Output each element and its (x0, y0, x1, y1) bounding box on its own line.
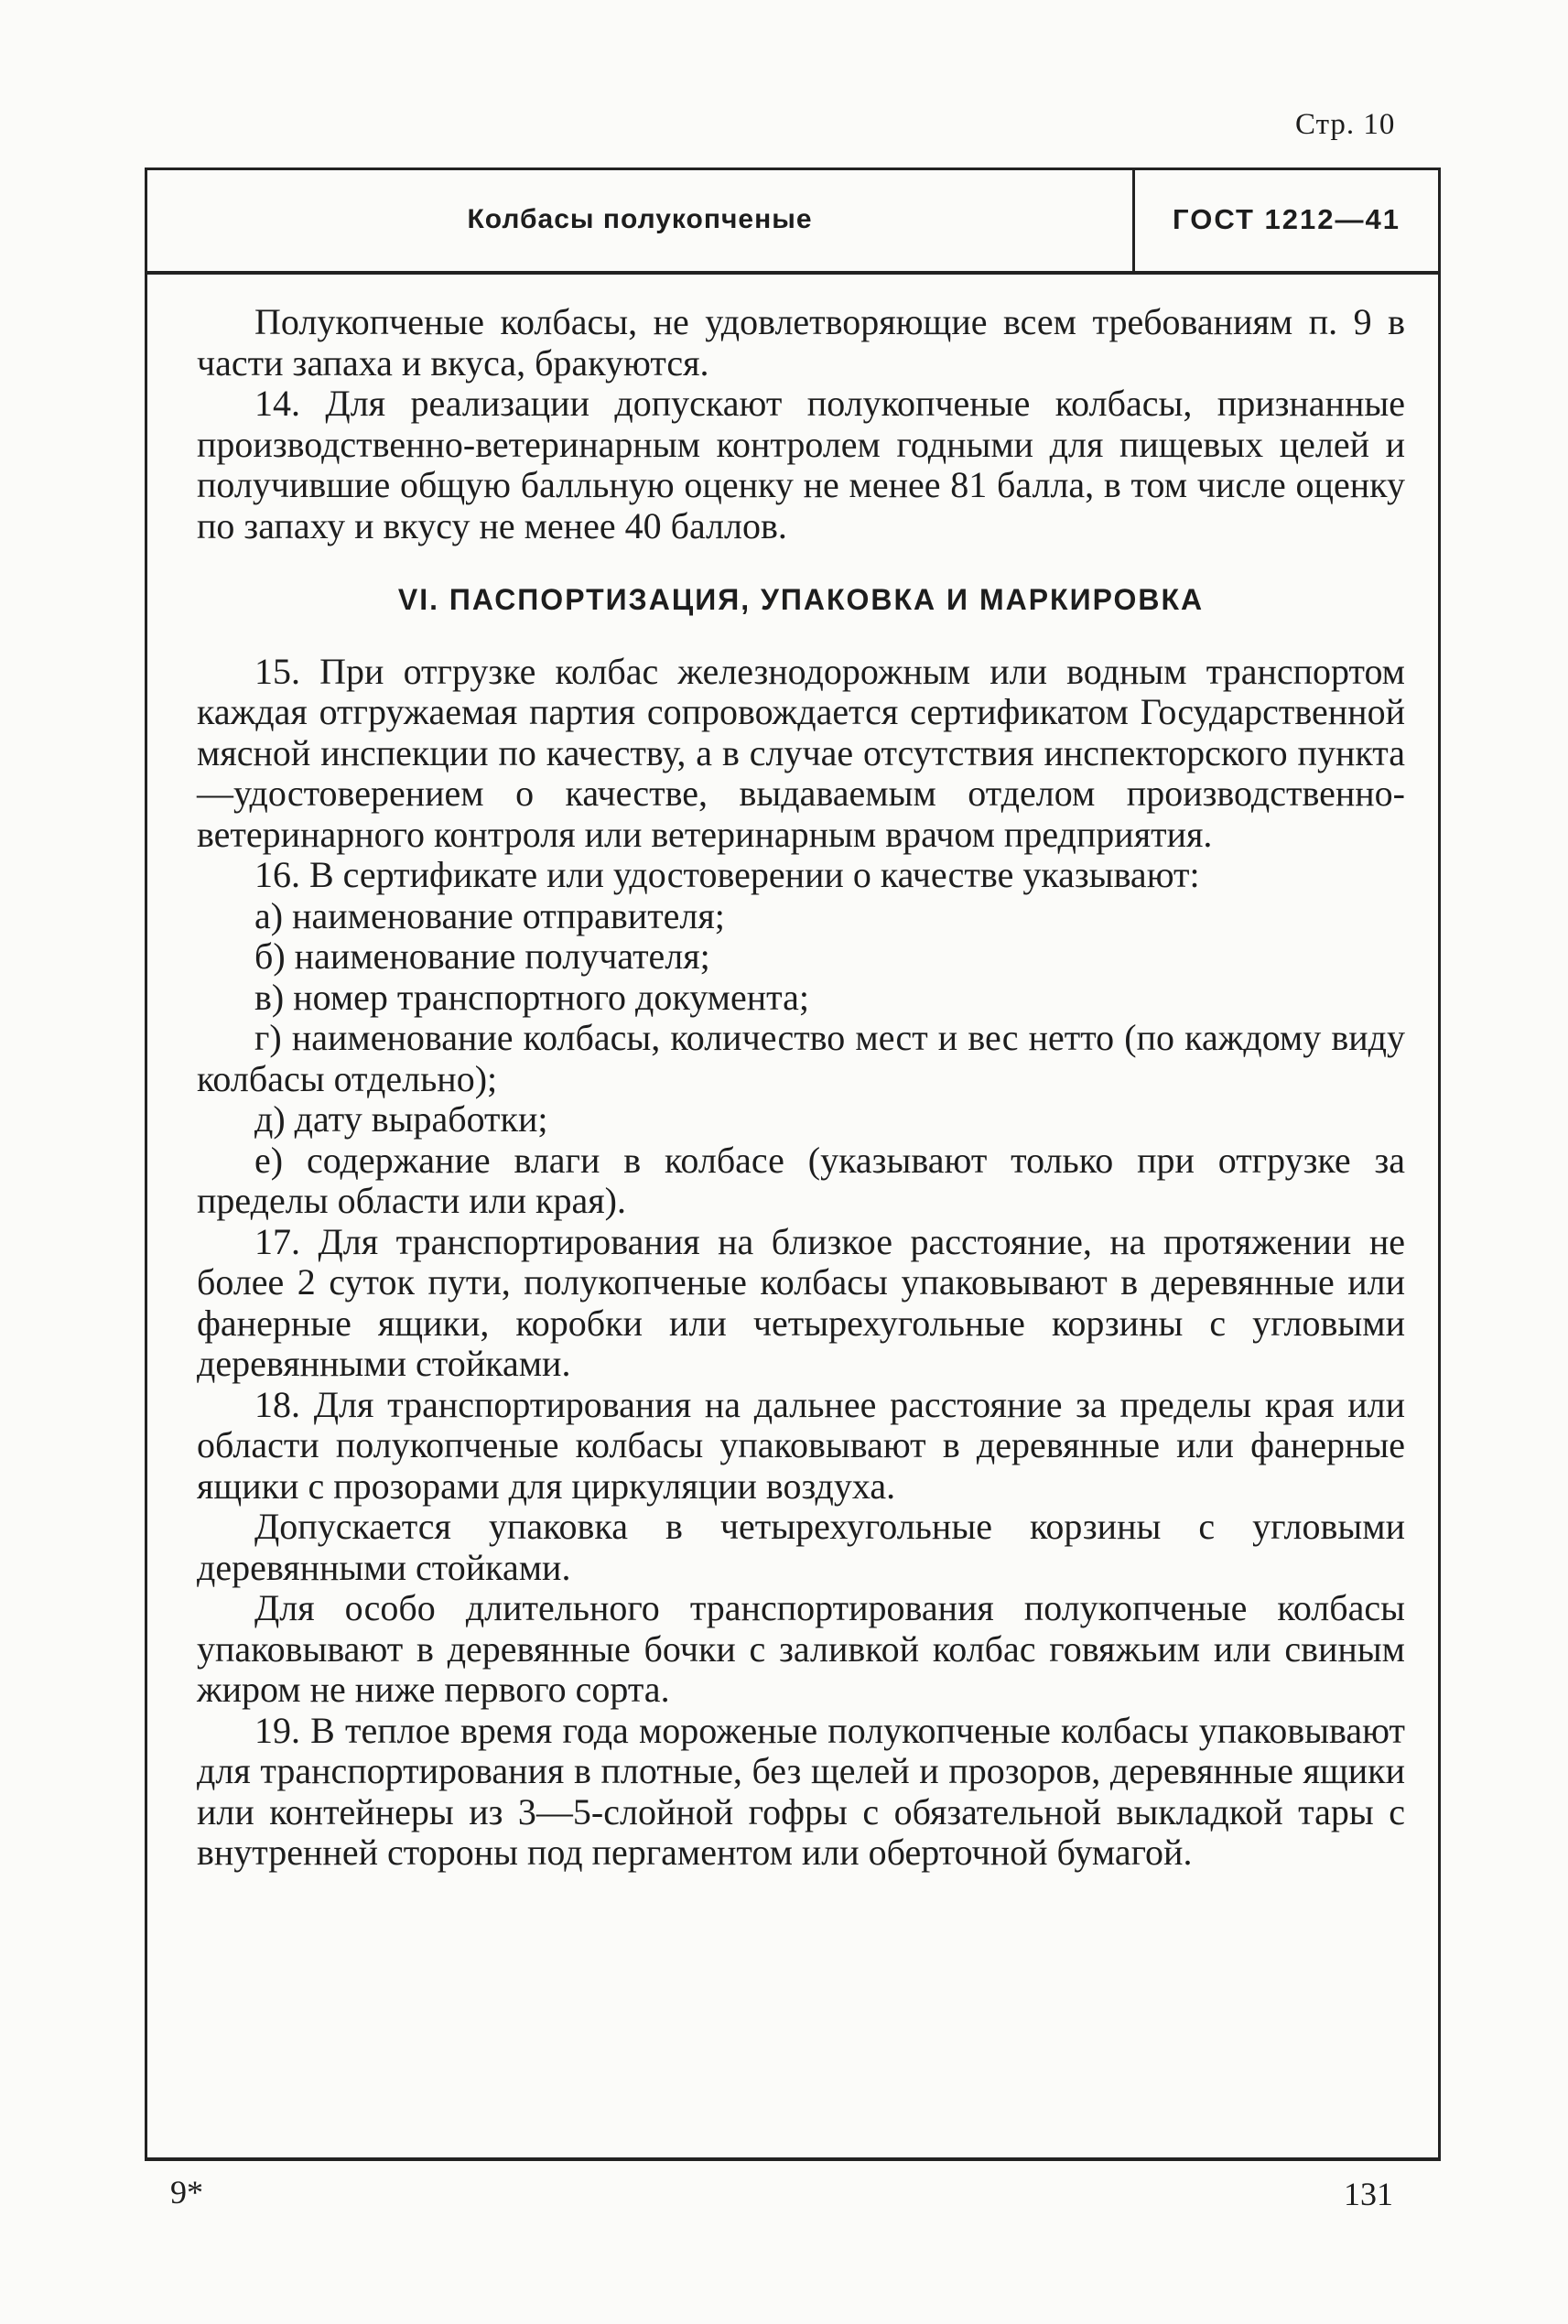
running-title: Колбасы полукопченые (467, 203, 813, 234)
bottom-rule (145, 2157, 1441, 2161)
paragraph-18-permitted: Допускается упаковка в четырехугольные корзины с угловыми деревянными стойками. (197, 1506, 1405, 1588)
list-item: д) дату выработки; (254, 1098, 548, 1140)
list-item: в) номер транспортного документа; (254, 976, 809, 1018)
paragraph-19: 19. В теплое время года мороженые полукопченые колбасы упаковывают для транспортирования в плотные, без щелей и прозоров, деревянные ящики или контейнеры из 3—5-слойной гофры с обязательной выкладкой тары с внутренней стороны под пергаментом или оберточной бумагой. (197, 1709, 1405, 1873)
paragraph-intro: Полукопченые колбасы, не удовлетворяющие всем требованиям п. 9 в части запаха и вкуса, бракуются. (197, 301, 1405, 384)
paragraph-17: 17. Для транспортирования на близкое расстояние, на протяжении не более 2 суток пути, полукопченые колбасы упаковывают в деревянные или фанерные ящики, коробки или четырехугольные корзины с угловыми деревянными стойками. (197, 1220, 1405, 1384)
section-title: VI. ПАСПОРТИЗАЦИЯ, УПАКОВКА И МАРКИРОВКА (397, 583, 1205, 616)
paragraph-16: 16. В сертификате или удостоверении о качестве указывают: (254, 854, 1200, 895)
page-number: 131 (1344, 2176, 1393, 2212)
paragraph-14: 14. Для реализации допускают полукопченые колбасы, признанные производственно-ветеринарным контролем годными для пищевых целей и получившие общую балльную оценку не менее 81 балла, в том числе оценку по запаху и вкусу не менее 40 баллов. (197, 383, 1405, 546)
paragraph-15: 15. При отгрузке колбас железнодорожным или водным транспортом каждая отгружаемая партия сопровождается сертификатом Государственной мясной инспекции по качеству, а в случае отсутствия инспекторского пункта—удостоверением о качестве, выдаваемым отделом производственно-ветеринарного контроля или ветеринарным врачом предприятия. (197, 650, 1405, 855)
header-rule (145, 271, 1441, 275)
page-label: Стр. 10 (1295, 108, 1396, 141)
document-body (197, 302, 1405, 1874)
paragraph-18-long-transport: Для особо длительного транспортирования полукопченые колбасы упаковывают в деревянные бочки с заливкой колбас говяжьим или свиным жиром не ниже первого сорта. (197, 1587, 1405, 1710)
paragraph-18: 18. Для транспортирования на дальнее расстояние за пределы края или области полукопченые колбасы упаковывают в деревянные или фанерные ящики с прозорами для циркуляции воздуха. (197, 1383, 1405, 1507)
signature-mark: 9* (170, 2174, 203, 2211)
standard-number: ГОСТ 1212—41 (1173, 202, 1400, 235)
list-item: г) наименование колбасы, количество мест и вес нетто (по каждому виду колбасы отдельно); (197, 1017, 1405, 1099)
list-item: е) содержание влаги в колбасе (указывают только при отгрузке за пределы области или края). (197, 1139, 1405, 1221)
list-item: б) наименование получателя; (254, 935, 710, 977)
list-item: а) наименование отправителя; (254, 894, 725, 936)
